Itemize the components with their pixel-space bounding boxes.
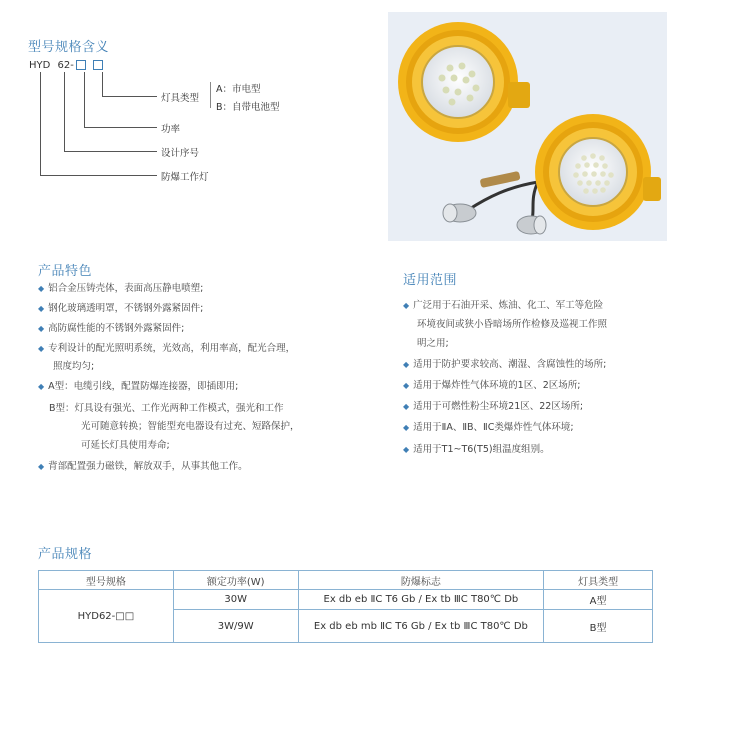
model-code-number: 62 (57, 60, 71, 71)
spec-table (38, 570, 653, 643)
design-line-v (64, 72, 65, 151)
feature-item: B型：灯具设有强光、工作光两种工作模式，强光和工作 (49, 403, 284, 414)
feature-item: ◆ 铝合金压铸壳体，表面高压静电喷塑; (38, 283, 204, 294)
diamond-bullet-icon: ◆ (38, 324, 45, 333)
power-box (76, 60, 86, 70)
lamp-type-label: 灯具类型 (161, 93, 200, 104)
feature-item-cont: 光可随意转换；智能型充电器设有过充、短路保护， (81, 421, 300, 432)
feature-item: ◆ 高防腐性能的不锈钢外露紧固件; (38, 323, 185, 334)
feature-item: ◆ 背部配置强力磁铁，解放双手，从事其他工作。 (38, 461, 248, 472)
connector-right (517, 216, 546, 234)
cell-type: B型 (544, 610, 653, 643)
type-line-v (102, 72, 103, 96)
scope-item: ◆ 广泛用于石油开采、炼油、化工、军工等危险 (403, 300, 604, 311)
model-code-dash: - (70, 60, 74, 71)
scope-item: ◆ 适用于可燃性粉尘环境21区、22区场所; (403, 401, 584, 412)
col-header-power: 额定功率(W) (173, 571, 298, 590)
power-line-v (84, 72, 85, 127)
connector-left (443, 204, 476, 222)
scope-item-cont: 明之用; (417, 338, 449, 349)
type-line-h (102, 96, 157, 97)
diamond-bullet-icon: ◆ (38, 382, 45, 391)
diamond-bullet-icon: ◆ (403, 445, 410, 454)
model-code-prefix: HYD (29, 60, 51, 71)
design-label: 设计序号 (161, 148, 200, 159)
power-label: 功率 (161, 124, 181, 135)
feature-item: ◆ 专利设计的配光照明系统，光效高，利用率高，配光合理， (38, 343, 296, 354)
scope-item-cont: 环境夜间或狭小昏暗场所作检修及巡视工作照 (417, 319, 608, 330)
scope-item: ◆ 适用于防护要求较高、潮湿、含腐蚀性的场所; (403, 359, 607, 370)
col-header-model: 型号规格 (39, 571, 174, 590)
cell-power: 3W/9W (173, 610, 298, 643)
product-line-v (40, 72, 41, 175)
diamond-bullet-icon: ◆ (403, 402, 410, 411)
col-header-type: 灯具类型 (544, 571, 653, 590)
diamond-bullet-icon: ◆ (38, 284, 45, 293)
scope-item: ◆ 适用于T1~T6(T5)组温度组别。 (403, 444, 550, 455)
diamond-bullet-icon: ◆ (38, 462, 45, 471)
option-a: A：市电型 (216, 84, 261, 95)
specs-title: 产品规格 (38, 547, 93, 562)
cell-power: 30W (173, 590, 298, 610)
feature-item-cont: 照度均匀; (53, 361, 95, 372)
col-header-mark: 防爆标志 (298, 571, 544, 590)
diamond-bullet-icon: ◆ (403, 423, 410, 432)
naming-title: 型号规格含义 (28, 40, 110, 55)
diamond-bullet-icon: ◆ (38, 344, 45, 353)
cell-model: HYD62-□□ (39, 590, 174, 643)
option-bracket (210, 82, 211, 108)
lamp-illustration (388, 12, 667, 241)
table-row (39, 590, 653, 610)
cell-mark: Ex db eb ⅡC T6 Gb / Ex tb ⅢC T80℃ Db (298, 590, 544, 610)
product-line-h (40, 175, 157, 176)
product-photo (388, 12, 667, 241)
feature-item-cont: 可延长灯具使用寿命; (81, 440, 170, 451)
feature-item: ◆ A型：电缆引线，配置防爆连接器，即插即用; (38, 381, 239, 392)
scope-item: ◆ 适用于爆炸性气体环境的1区、2区场所; (403, 380, 581, 391)
cell-type: A型 (544, 590, 653, 610)
diamond-bullet-icon: ◆ (403, 301, 410, 310)
cell-mark: Ex db eb mb ⅡC T6 Gb / Ex tb ⅢC T80℃ Db (298, 610, 544, 643)
lamp-a (398, 22, 530, 142)
diamond-bullet-icon: ◆ (38, 304, 45, 313)
scope-title: 适用范围 (403, 273, 458, 288)
features-title: 产品特色 (38, 264, 93, 279)
feature-item: ◆ 钢化玻璃透明罩，不锈钢外露紧固件; (38, 303, 204, 314)
diamond-bullet-icon: ◆ (403, 381, 410, 390)
product-label: 防爆工作灯 (161, 172, 209, 183)
design-line-h (64, 151, 157, 152)
type-box (93, 60, 103, 70)
table-header-row (39, 571, 653, 590)
model-code (29, 60, 103, 71)
scope-item: ◆ 适用于ⅡA、ⅡB、ⅡC类爆炸性气体环境; (403, 422, 574, 433)
option-b: B：自带电池型 (216, 102, 280, 113)
power-line-h (84, 127, 157, 128)
lamp-b (535, 114, 661, 230)
diamond-bullet-icon: ◆ (403, 360, 410, 369)
